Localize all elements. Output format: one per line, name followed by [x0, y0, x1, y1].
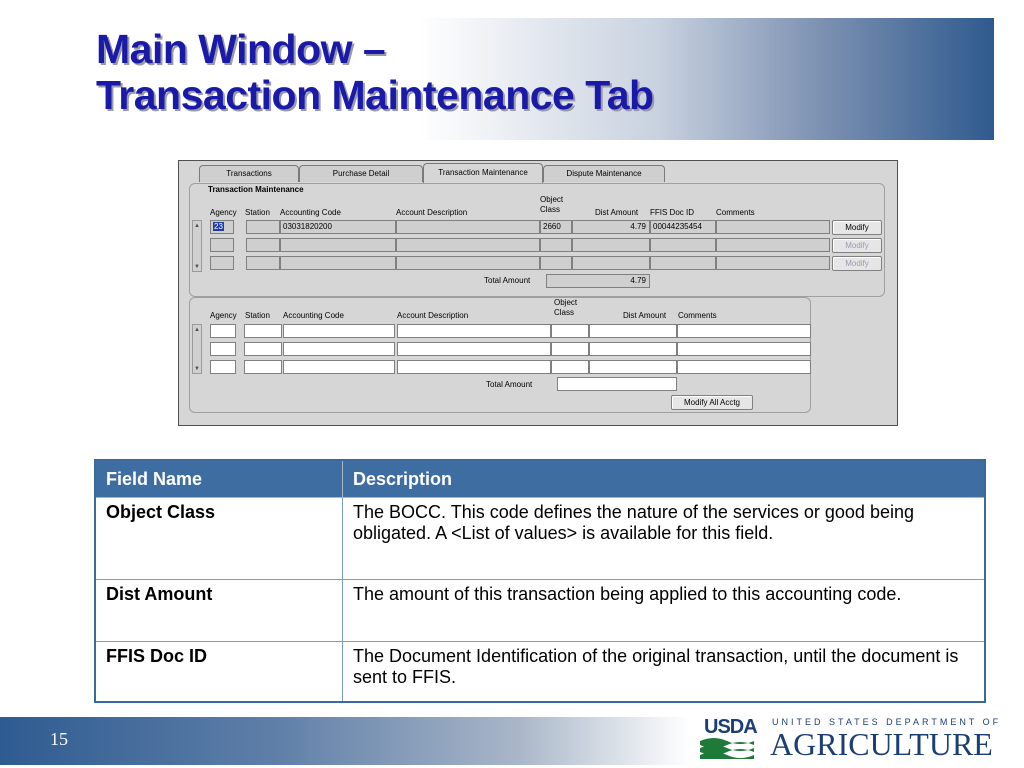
row1-ffis-doc-id[interactable]: 00044235454	[650, 220, 716, 234]
row1-account-description[interactable]	[396, 220, 540, 234]
lower-header-comments: Comments	[678, 311, 717, 320]
slide-title-line2: Transaction Maintenance Tab	[96, 72, 654, 118]
row1-dist-amount[interactable]: 4.79	[572, 220, 650, 234]
row3-station[interactable]	[246, 256, 280, 270]
modify-button-row3[interactable]: Modify	[832, 256, 882, 271]
lower-header-agency: Agency	[210, 311, 237, 320]
row1-comments[interactable]	[716, 220, 830, 234]
lower-header-accounting-code: Accounting Code	[283, 311, 344, 320]
table-row	[95, 580, 985, 642]
upper-scrollbar[interactable]	[192, 220, 202, 272]
scroll-down-icon[interactable]: ▼	[194, 366, 200, 372]
lower-row3-station[interactable]	[244, 360, 282, 374]
tab-transaction-maintenance[interactable]: Transaction Maintenance	[423, 163, 543, 183]
table-header-field-name: Field Name	[95, 460, 343, 498]
lower-row3-object-class[interactable]	[551, 360, 589, 374]
header-object-class: Object Class	[540, 195, 564, 214]
row3-object-class[interactable]	[540, 256, 572, 270]
field-name-cell: FFIS Doc ID	[95, 642, 343, 702]
lower-row3-dist-amount[interactable]	[589, 360, 677, 374]
transaction-maintenance-window	[178, 160, 898, 426]
lower-row1-agency[interactable]	[210, 324, 236, 338]
header-account-description: Account Description	[396, 208, 468, 217]
lower-row2-object-class[interactable]	[551, 342, 589, 356]
lower-row2-accounting-code[interactable]	[283, 342, 395, 356]
field-name-cell: Dist Amount	[95, 580, 343, 642]
header-comments: Comments	[716, 208, 755, 217]
header-agency: Agency	[210, 208, 237, 217]
lower-row2-agency[interactable]	[210, 342, 236, 356]
accounting-edit-panel	[189, 297, 811, 413]
modify-button-row1[interactable]: Modify	[832, 220, 882, 235]
row3-account-description[interactable]	[396, 256, 540, 270]
lower-total-amount	[557, 377, 677, 391]
scroll-down-icon[interactable]: ▼	[194, 264, 200, 270]
table-header-row	[95, 460, 985, 498]
row2-ffis-doc-id[interactable]	[650, 238, 716, 252]
upper-total-label: Total Amount	[484, 276, 531, 285]
scroll-up-icon[interactable]: ▲	[194, 223, 200, 229]
row3-agency[interactable]	[210, 256, 234, 270]
row2-object-class[interactable]	[540, 238, 572, 252]
description-cell: The BOCC. This code defines the nature of the services or good being obligated. A <List of values> is available for this field.	[343, 498, 986, 580]
slide-title	[96, 26, 654, 118]
lower-header-account-description: Account Description	[397, 311, 469, 320]
modify-button-row2[interactable]: Modify	[832, 238, 882, 253]
lower-row1-comments[interactable]	[677, 324, 811, 338]
lower-row3-comments[interactable]	[677, 360, 811, 374]
row1-object-class[interactable]: 2660	[540, 220, 572, 234]
lower-row2-station[interactable]	[244, 342, 282, 356]
row3-ffis-doc-id[interactable]	[650, 256, 716, 270]
lower-row1-dist-amount[interactable]	[589, 324, 677, 338]
department-text: UNITED STATES DEPARTMENT OF	[772, 717, 1002, 727]
lower-row3-account-description[interactable]	[397, 360, 551, 374]
lower-row2-dist-amount[interactable]	[589, 342, 677, 356]
lower-row1-account-description[interactable]	[397, 324, 551, 338]
row1-station[interactable]	[246, 220, 280, 234]
table-row	[95, 642, 985, 702]
upper-total-amount: 4.79	[546, 274, 650, 288]
transaction-maintenance-panel	[189, 183, 885, 297]
row3-accounting-code[interactable]	[280, 256, 396, 270]
tab-purchase-detail[interactable]: Purchase Detail	[299, 165, 423, 182]
footer-bar	[0, 717, 690, 765]
table-header-description: Description	[343, 460, 986, 498]
lower-row1-station[interactable]	[244, 324, 282, 338]
header-accounting-code: Accounting Code	[280, 208, 341, 217]
modify-all-acctg-button[interactable]: Modify All Acctg	[671, 395, 753, 410]
row2-dist-amount[interactable]	[572, 238, 650, 252]
lower-row3-agency[interactable]	[210, 360, 236, 374]
lower-scrollbar[interactable]	[192, 324, 202, 374]
usda-wordmark: USDA	[704, 716, 757, 738]
lower-header-object-class: Object Class	[554, 298, 578, 317]
lower-row2-account-description[interactable]	[397, 342, 551, 356]
header-dist-amount: Dist Amount	[595, 208, 639, 217]
slide-footer	[0, 715, 1024, 768]
page-number: 15	[50, 729, 68, 749]
description-cell: The Document Identification of the original transaction, until the document is sent to FFIS.	[343, 642, 986, 702]
field-name-cell: Object Class	[95, 498, 343, 580]
table-row	[95, 498, 985, 580]
tab-dispute-maintenance[interactable]: Dispute Maintenance	[543, 165, 665, 182]
field-description-table	[94, 459, 986, 703]
row2-comments[interactable]	[716, 238, 830, 252]
section-title: Transaction Maintenance	[208, 185, 304, 194]
row3-dist-amount[interactable]	[572, 256, 650, 270]
row2-account-description[interactable]	[396, 238, 540, 252]
header-ffis-doc-id: FFIS Doc ID	[650, 208, 695, 217]
lower-row2-comments[interactable]	[677, 342, 811, 356]
tab-transactions[interactable]: Transactions	[199, 165, 299, 182]
row1-agency[interactable]: 23	[210, 220, 234, 234]
row2-accounting-code[interactable]	[280, 238, 396, 252]
slide-title-line1: Main Window –	[96, 26, 386, 72]
agriculture-wordmark: AGRICULTURE	[770, 726, 993, 762]
description-cell: The amount of this transaction being applied to this accounting code.	[343, 580, 986, 642]
row2-station[interactable]	[246, 238, 280, 252]
lower-total-label: Total Amount	[486, 380, 533, 389]
row1-accounting-code[interactable]: 03031820200	[280, 220, 396, 234]
scroll-up-icon[interactable]: ▲	[194, 327, 200, 333]
lower-row1-object-class[interactable]	[551, 324, 589, 338]
header-station: Station	[245, 208, 270, 217]
row2-agency[interactable]	[210, 238, 234, 252]
lower-row3-accounting-code[interactable]	[283, 360, 395, 374]
lower-header-dist-amount: Dist Amount	[623, 311, 667, 320]
lower-header-station: Station	[245, 311, 270, 320]
lower-row1-accounting-code[interactable]	[283, 324, 395, 338]
row3-comments[interactable]	[716, 256, 830, 270]
